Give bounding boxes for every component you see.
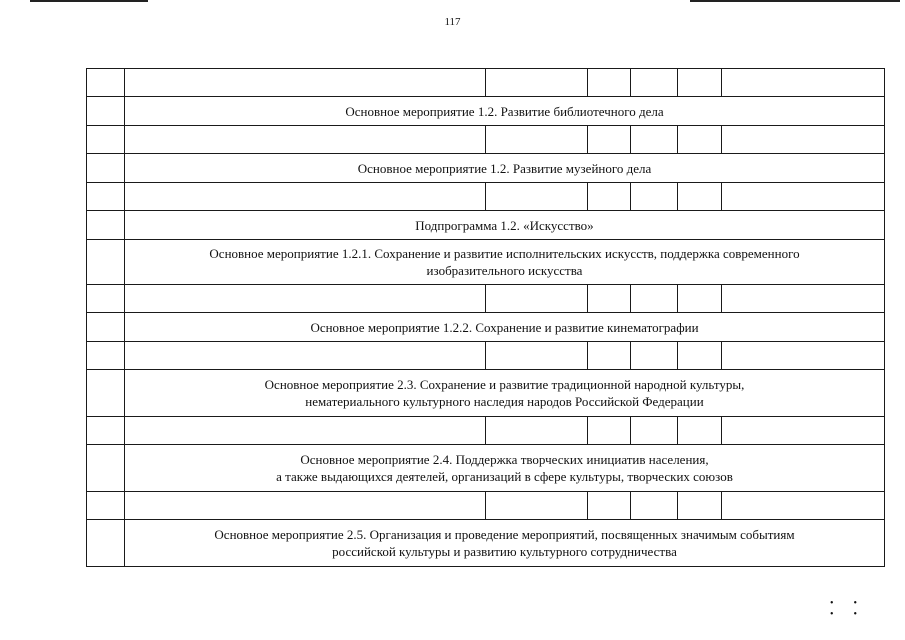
- empty-cell: [125, 417, 486, 445]
- section-title-line: Основное мероприятие 2.5. Организация и проведение мероприятий, посвященных значимым событиям: [214, 527, 795, 542]
- empty-cell: [722, 492, 885, 520]
- empty-cell: [722, 285, 885, 313]
- empty-cell: [588, 492, 631, 520]
- empty-cell: [125, 183, 486, 211]
- row-number-cell: [87, 97, 125, 126]
- empty-cell: [631, 285, 678, 313]
- empty-cell: [588, 69, 631, 97]
- empty-cell: [125, 342, 486, 370]
- section-title-line: Основное мероприятие 1.2.1. Сохранение и развитие исполнительских искусств, поддержка современного: [209, 246, 800, 261]
- empty-cell: [678, 126, 722, 154]
- empty-cell: [631, 183, 678, 211]
- row-number-cell: [87, 445, 125, 492]
- section-title: Основное мероприятие 1.2. Развитие музейного дела: [357, 160, 652, 176]
- empty-cell: [631, 342, 678, 370]
- scan-edge-mark-left: [30, 0, 148, 2]
- row-number-cell: [87, 520, 125, 567]
- section-row: [87, 445, 885, 492]
- empty-cell: [87, 492, 125, 520]
- empty-grid-row: [87, 126, 885, 154]
- empty-cell: [722, 69, 885, 97]
- empty-cell: [631, 126, 678, 154]
- empty-cell: [486, 183, 588, 211]
- section-title-cell: [125, 445, 885, 492]
- empty-cell: [588, 183, 631, 211]
- empty-grid-row: [87, 285, 885, 313]
- section-row: [87, 97, 885, 126]
- page-number: 117: [444, 16, 461, 28]
- empty-cell: [588, 126, 631, 154]
- empty-cell: [486, 69, 588, 97]
- section-title-line: а также выдающихся деятелей, организаций в сфере культуры, творческих союзов: [276, 469, 733, 484]
- empty-grid-row: [87, 183, 885, 211]
- row-number-cell: [87, 370, 125, 417]
- section-title-cell: [125, 370, 885, 417]
- empty-cell: [87, 417, 125, 445]
- section-title-line: изобразительного искусства: [426, 263, 583, 278]
- section-title: Подпрограмма 1.2. «Искусство»: [415, 217, 594, 233]
- empty-cell: [722, 183, 885, 211]
- empty-cell: [588, 342, 631, 370]
- empty-cell: [125, 492, 486, 520]
- empty-cell: [125, 126, 486, 154]
- section-title-cell: [125, 154, 885, 183]
- section-title-cell: [125, 240, 885, 285]
- empty-cell: [87, 342, 125, 370]
- empty-cell: [722, 342, 885, 370]
- empty-grid-row: [87, 342, 885, 370]
- empty-cell: [486, 342, 588, 370]
- section-title-line: Основное мероприятие 2.3. Сохранение и развитие традиционной народной культуры,: [264, 377, 745, 392]
- section-row: [87, 240, 885, 285]
- empty-cell: [678, 492, 722, 520]
- empty-cell: [87, 69, 125, 97]
- empty-cell: [486, 126, 588, 154]
- scan-dots: •• ••: [830, 598, 878, 620]
- empty-cell: [678, 342, 722, 370]
- empty-cell: [631, 69, 678, 97]
- empty-cell: [722, 417, 885, 445]
- section-title-line: нематериального культурного наследия народов Российской Федерации: [305, 394, 704, 409]
- empty-cell: [125, 285, 486, 313]
- empty-cell: [678, 417, 722, 445]
- empty-cell: [486, 492, 588, 520]
- empty-grid-row: [87, 492, 885, 520]
- empty-cell: [87, 285, 125, 313]
- row-number-cell: [87, 240, 125, 285]
- section-row: [87, 520, 885, 567]
- section-title-line: Основное мероприятие 2.4. Поддержка творческих инициатив населения,: [300, 452, 709, 467]
- empty-cell: [125, 69, 486, 97]
- empty-cell: [631, 492, 678, 520]
- empty-cell: [588, 417, 631, 445]
- section-title-line: российской культуры и развитию культурного сотрудничества: [332, 544, 677, 559]
- section-row: [87, 154, 885, 183]
- section-title: Основное мероприятие 1.2.2. Сохранение и развитие кинематографии: [310, 319, 699, 335]
- section-title-cell: [125, 97, 885, 126]
- empty-cell: [588, 285, 631, 313]
- empty-cell: [678, 183, 722, 211]
- empty-cell: [486, 417, 588, 445]
- empty-cell: [486, 285, 588, 313]
- row-number-cell: [87, 313, 125, 342]
- empty-cell: [678, 285, 722, 313]
- empty-cell: [678, 69, 722, 97]
- section-row: [87, 211, 885, 240]
- section-row: [87, 370, 885, 417]
- scan-edge-mark-right: [690, 0, 900, 2]
- section-title-cell: [125, 211, 885, 240]
- empty-grid-row: [87, 69, 885, 97]
- empty-cell: [87, 183, 125, 211]
- section-title-cell: [125, 313, 885, 342]
- empty-cell: [631, 417, 678, 445]
- section-title-cell: [125, 520, 885, 567]
- empty-cell: [87, 126, 125, 154]
- activities-table: [86, 68, 885, 567]
- row-number-cell: [87, 154, 125, 183]
- empty-cell: [722, 126, 885, 154]
- row-number-cell: [87, 211, 125, 240]
- section-title: Основное мероприятие 1.2. Развитие библиотечного дела: [345, 103, 664, 119]
- empty-grid-row: [87, 417, 885, 445]
- section-row: [87, 313, 885, 342]
